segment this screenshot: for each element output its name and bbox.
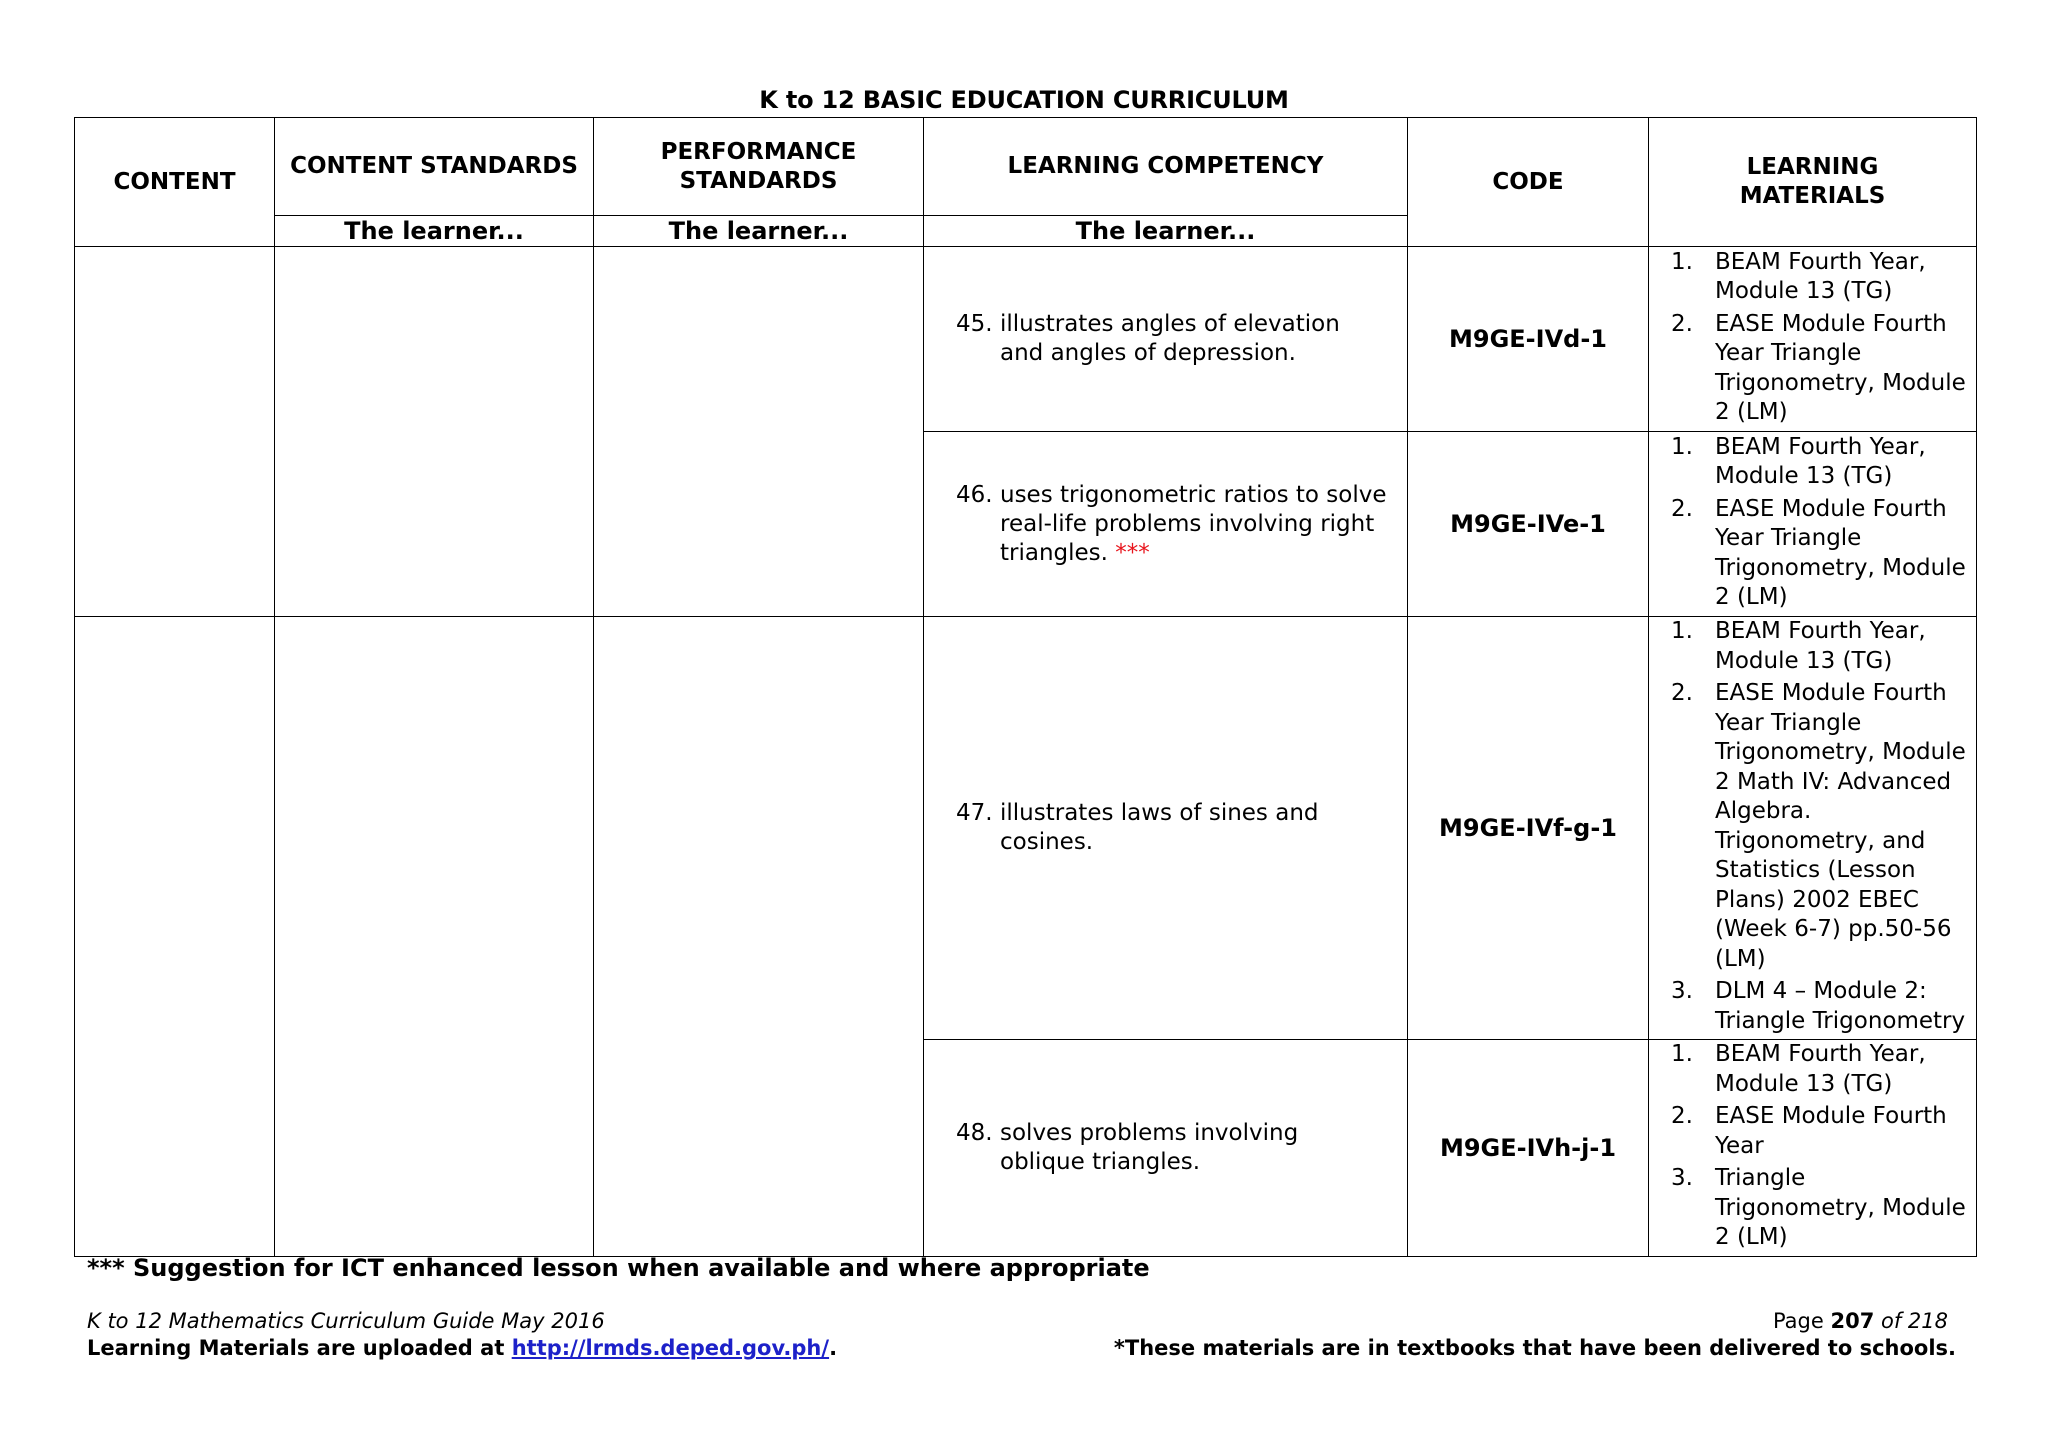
content-standards-cell [275, 617, 594, 1257]
item-text: BEAM Fourth Year, Module 13 (TG) [1715, 433, 1926, 489]
materials-list [1649, 1040, 1976, 1253]
item-text: Triangle Trigonometry, Module 2 (LM) [1715, 1165, 1966, 1250]
competency-number: 45. [956, 311, 993, 337]
header-performance-standards: PERFORMANCE STANDARDS [594, 118, 924, 216]
performance-standards-cell [594, 617, 924, 1257]
item-text: EASE Module Fourth Year [1715, 1103, 1947, 1159]
code-cell: M9GE-IVe-1 [1408, 432, 1649, 617]
code-cell: M9GE-IVd-1 [1408, 247, 1649, 432]
competency-number: 47. [956, 800, 993, 826]
list-item [1649, 1040, 1972, 1099]
item-text: EASE Module Fourth Year Triangle Trigonometry, Module 2 (LM) [1715, 495, 1966, 610]
table-row [75, 247, 1977, 432]
item-number: 2. [1671, 495, 1693, 522]
item-text: BEAM Fourth Year, Module 13 (TG) [1715, 618, 1926, 674]
upload-note [87, 1336, 837, 1360]
materials-cell [1649, 247, 1977, 432]
list-item [1649, 433, 1972, 492]
competency-number: 46. [956, 481, 993, 508]
document-title: K to 12 BASIC EDUCATION CURRICULUM [759, 86, 1289, 114]
item-number: 3. [1671, 978, 1693, 1004]
performance-standards-cell [594, 247, 924, 617]
materials-cell [1649, 1040, 1977, 1257]
subheader-learner-content: The learner... [275, 216, 594, 247]
item-number: 3. [1671, 1165, 1693, 1191]
materials-cell [1649, 432, 1977, 617]
item-text: BEAM Fourth Year, Module 13 (TG) [1715, 1041, 1926, 1097]
guide-footer: K to 12 Mathematics Curriculum Guide May 2016 [87, 1309, 605, 1333]
header-learning-materials-label: LEARNING MATERIALS [1739, 154, 1886, 209]
competency-text [1000, 481, 1387, 568]
list-item [1649, 617, 1972, 676]
item-number: 1. [1671, 433, 1693, 460]
item-number: 1. [1671, 1041, 1693, 1067]
competency-number: 48. [956, 1119, 993, 1146]
list-item [1649, 310, 1972, 428]
materials-list [1649, 248, 1976, 428]
list-item [1649, 679, 1972, 974]
subheader-learner-competency: The learner... [924, 216, 1408, 247]
header-code: CODE [1408, 118, 1649, 247]
code-cell: M9GE-IVh-j-1 [1408, 1040, 1649, 1257]
competency-text: solves problems involving oblique triangles. [1000, 1119, 1299, 1175]
content-standards-cell [275, 247, 594, 617]
header-learning-materials [1649, 118, 1977, 247]
header-learning-competency: LEARNING COMPETENCY [924, 118, 1408, 216]
list-item [1649, 248, 1972, 307]
header-content-standards: CONTENT STANDARDS [275, 118, 594, 216]
item-text: EASE Module Fourth Year Triangle Trigonometry, Module 2 Math IV: Advanced Algebra. Trigonometry, and Statistics (Lesson Plans) 2002 EBEC (Week 6-7) pp.50-56 (LM) [1715, 680, 1966, 972]
page-label: Page [1772, 1309, 1824, 1333]
competency-text: illustrates laws of sines and cosines. [1000, 800, 1319, 855]
content-cell [75, 247, 275, 617]
page-indicator [1773, 1309, 1948, 1333]
list-item [1649, 495, 1972, 613]
competency-text-body: uses trigonometric ratios to solve real-life problems involving right triangles. [1000, 481, 1387, 566]
table-row [75, 617, 1977, 1040]
item-text: DLM 4 – Module 2: Triangle Trigonometry [1715, 978, 1966, 1034]
item-number: 1. [1671, 618, 1693, 644]
materials-cell [1649, 617, 1977, 1040]
item-number: 2. [1671, 1103, 1693, 1129]
delivered-note: *These materials are in textbooks that have been delivered to schools. [1113, 1336, 1956, 1360]
competency-cell [924, 1040, 1408, 1257]
list-item [1649, 1102, 1972, 1161]
content-cell [75, 617, 275, 1257]
subheader-learner-performance: The learner... [594, 216, 924, 247]
materials-list [1649, 433, 1976, 613]
code-cell: M9GE-IVf-g-1 [1408, 617, 1649, 1040]
curriculum-table [74, 117, 1977, 1257]
upload-note-prefix: Learning Materials are uploaded at [87, 1336, 512, 1360]
lrmds-link[interactable]: http://lrmds.deped.gov.ph/ [511, 1336, 830, 1360]
item-text: EASE Module Fourth Year Triangle Trigonometry, Module 2 (LM) [1715, 310, 1966, 425]
ict-footnote: *** Suggestion for ICT enhanced lesson when available and where appropriate [87, 1254, 1150, 1282]
materials-list [1649, 617, 1976, 1036]
page-number: 207 [1830, 1309, 1875, 1333]
upload-note-suffix: . [829, 1336, 838, 1360]
list-item [1649, 1164, 1972, 1253]
competency-cell [924, 617, 1408, 1040]
item-number: 2. [1671, 310, 1693, 337]
competency-cell [924, 247, 1408, 432]
ict-stars: *** [1115, 539, 1150, 566]
item-number: 1. [1671, 248, 1693, 275]
header-content: CONTENT [75, 118, 275, 247]
competency-cell [924, 432, 1408, 617]
item-text: BEAM Fourth Year, Module 13 (TG) [1715, 248, 1926, 304]
page-total: of 218 [1881, 1309, 1948, 1333]
list-item [1649, 977, 1972, 1036]
item-number: 2. [1671, 680, 1693, 706]
competency-text: illustrates angles of elevation and angles of depression. [1000, 311, 1340, 366]
